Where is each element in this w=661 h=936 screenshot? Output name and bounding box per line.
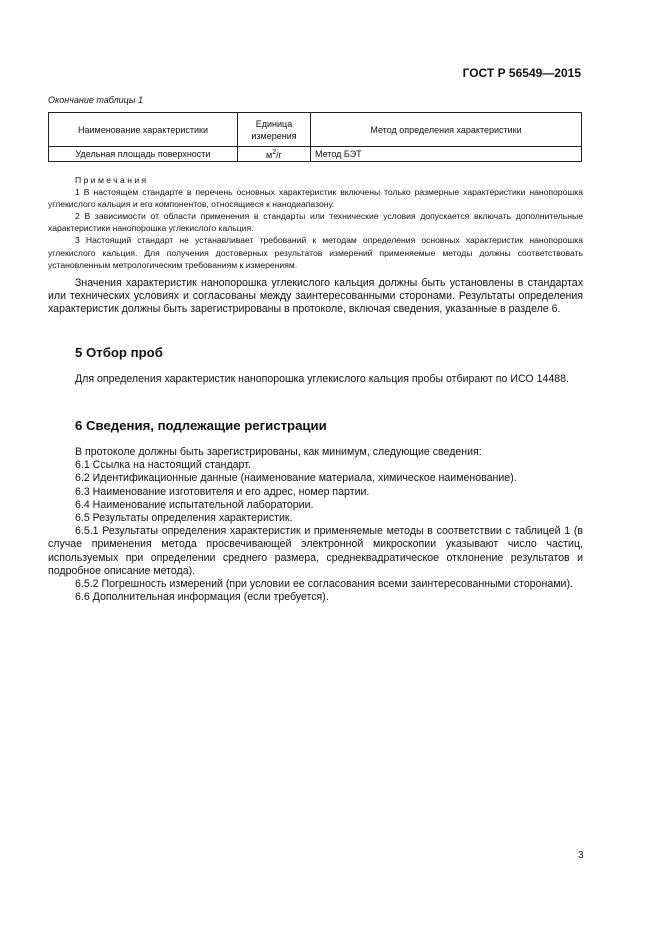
section-6-5-1: 6.5.1 Результаты определения характеристик и применяемые методы в соответствии с таблицей 1 (в случае применения метода просвечивающей электронной микроскопии указывают число частиц, используемых при определении среднего размера, среднеквадратическое отклонение результатов и подробное описание метода). — [48, 525, 583, 577]
table-caption: Окончание таблицы 1 — [48, 95, 143, 105]
section-6-line: 6.5 Результаты определения характеристик. — [75, 512, 293, 525]
table-header-row — [49, 113, 582, 147]
section-6-body — [48, 446, 583, 604]
column-header: Метод определения характеристики — [311, 113, 582, 147]
document-code: ГОСТ Р 56549—2015 — [462, 66, 581, 80]
unit-base: м — [266, 149, 273, 160]
column-header: Единица измерения — [238, 113, 311, 147]
table-row — [49, 147, 582, 162]
table-cell-name: Удельная площадь поверхности — [49, 147, 238, 162]
section-5-body — [48, 373, 583, 386]
column-header: Наименование характеристики — [49, 113, 238, 147]
section-5-title: 5 Отбор проб — [75, 345, 163, 360]
intro-paragraph: Значения характеристик нанопорошка углекислого кальция должны быть установлены в стандартах или технических условиях и согласованы между заинтересованными сторонами. Результаты определения характеристик должны быть зарегистрированы в протоколе, включая сведения, указанные в разделе 6. — [48, 277, 583, 316]
unit-superscript: 2 — [272, 148, 277, 156]
note-item: 3 Настоящий стандарт не устанавливает требований к методам определения основных характеристик нанопорошка углекислого кальция. Для получения достоверных результатов измерений применяемые методы должны соответствовать установленным метрологическим требованиям к измерениям. — [48, 235, 583, 270]
page-number: 3 — [578, 850, 584, 861]
table-cell-unit — [238, 147, 311, 162]
intro-block — [48, 277, 583, 317]
section-5-paragraph: Для определения характеристик нанопорошка углекислого кальция пробы отбирают по ИСО 14488. — [75, 373, 569, 385]
notes-title: Примечания — [75, 175, 149, 185]
table-cell-method: Метод БЭТ — [311, 147, 582, 162]
section-6-line: 6.2 Идентификационные данные (наименование материала, химическое наименование). — [75, 472, 517, 485]
section-6-title: 6 Сведения, подлежащие регистрации — [75, 418, 327, 433]
unit-rest: /г — [276, 149, 282, 160]
section-6-line: 6.1 Ссылка на настоящий стандарт. — [75, 459, 251, 472]
notes-block — [48, 174, 583, 271]
note-item: 1 В настоящем стандарте в перечень основных характеристик включены только размерные характеристики нанопорошка углекислого кальция и его компонентов, относящиеся к нанодиапазону. — [48, 187, 583, 210]
section-6-6: 6.6 Дополнительная информация (если требуется). — [75, 591, 329, 604]
section-6-line: В протоколе должны быть зарегистрированы, как минимум, следующие сведения: — [75, 446, 482, 458]
section-6-line: 6.4 Наименование испытательной лаборатории. — [75, 498, 314, 511]
section-6-line: 6.3 Наименование изготовителя и его адрес, номер партии. — [75, 485, 370, 498]
note-item: 2 В зависимости от области применения в стандарты или технические условия допускается включать дополнительные характеристики нанопорошка углекислого кальция. — [48, 211, 583, 234]
section-6-5-2: 6.5.2 Погрешность измерений (при условии ее согласования всеми заинтересованными сторонами). — [75, 578, 573, 591]
characteristics-table — [48, 112, 582, 162]
